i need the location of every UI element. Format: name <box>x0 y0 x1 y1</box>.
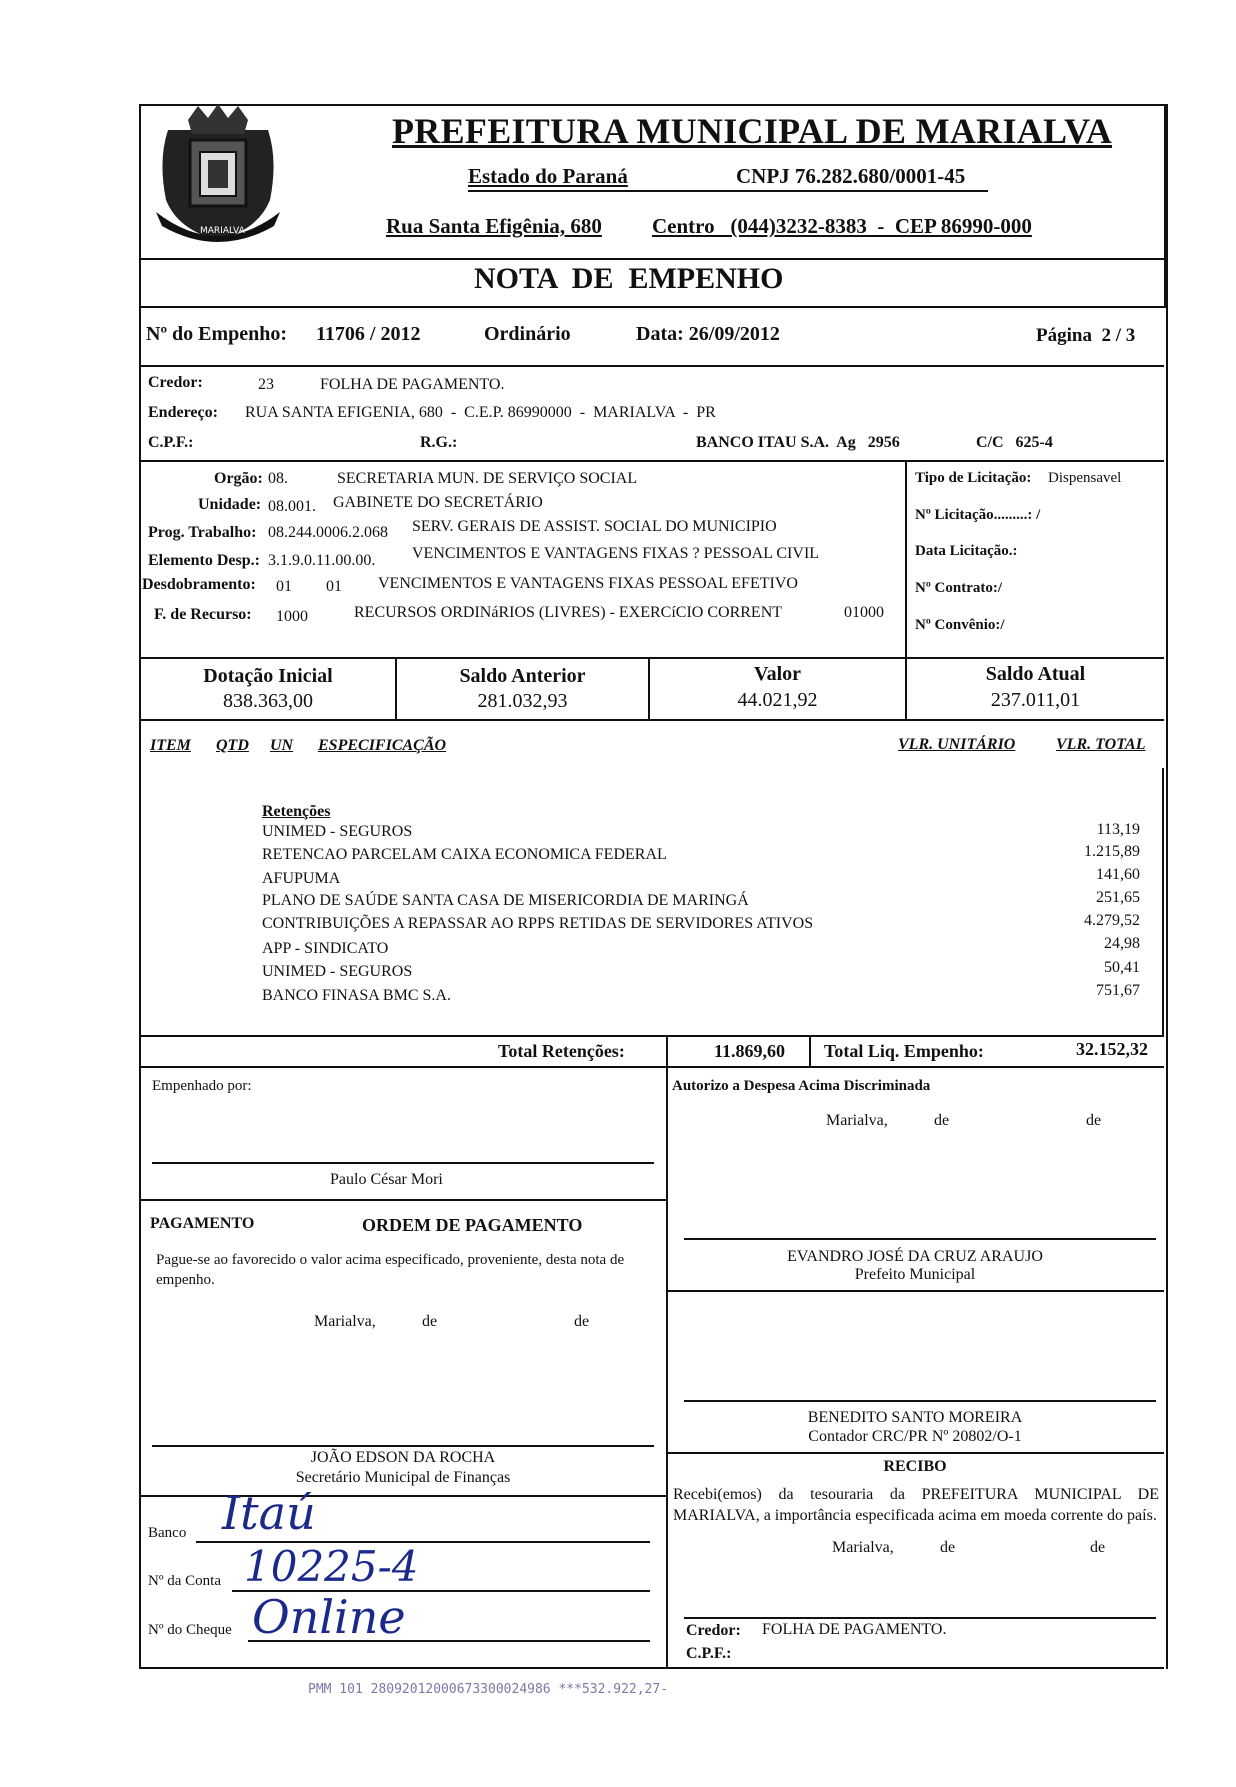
desdobramento-label: Desdobramento: <box>142 576 256 593</box>
empenho-type: Ordinário <box>484 323 571 345</box>
numero-convenio: Nº Convênio:/ <box>915 617 1005 633</box>
retencao-value: 24,98 <box>1104 935 1140 952</box>
retencao-value: 751,67 <box>1096 982 1140 999</box>
address: Rua Santa Efigênia, 680 <box>386 214 602 238</box>
saldo-anterior-value: 281.032,93 <box>477 690 568 712</box>
saldo-anterior-label: Saldo Anterior <box>459 665 586 687</box>
retencao-desc: UNIMED - SEGUROS <box>262 823 413 840</box>
empenho-number-label: Nº do Empenho: <box>146 323 288 345</box>
retencao-value: 251,65 <box>1096 889 1140 906</box>
credor-address: RUA SANTA EFIGENIA, 680 - C.E.P. 86990000 - MARIALVA - PR <box>245 404 716 421</box>
retencao-value: 1.215,89 <box>1084 843 1140 860</box>
pagamento-title: PAGAMENTO <box>150 1215 255 1232</box>
desdobramento-code-2: 01 <box>326 578 342 595</box>
retencao-value: 141,60 <box>1096 866 1140 883</box>
fonte-code: 1000 <box>276 608 308 625</box>
orgao-label: Orgão: <box>214 470 263 487</box>
dotacao-value: 838.363,00 <box>223 690 313 712</box>
retencao-desc: CONTRIBUIÇÕES A REPASSAR AO RPPS RETIDAS DE SERVIDORES ATIVOS <box>262 915 814 932</box>
retencao-value: 4.279,52 <box>1084 912 1140 929</box>
autorizo-text: Autorizo a Despesa Acima Discriminada <box>672 1078 931 1094</box>
orgao-name: SECRETARIA MUN. DE SERVIÇO SOCIAL <box>337 470 638 487</box>
recibo-text: Recebi(emos) da tesouraria da PREFEITURA MUNICIPAL DE MARIALVA, a importância especificada acima em moeda corrente do país. <box>673 1486 1159 1524</box>
conta-label: Nº da Conta <box>148 1573 221 1589</box>
elemento-label: Elemento Desp.: <box>148 552 260 569</box>
endereco-label: Endereço: <box>148 404 218 421</box>
retencao-desc: UNIMED - SEGUROS <box>262 963 413 980</box>
cheque-label: Nº do Cheque <box>148 1622 232 1638</box>
total-liquido-value: 32.152,32 <box>1076 1039 1148 1059</box>
retencao-desc: AFUPUMA <box>262 870 341 887</box>
valor-label: Valor <box>753 663 802 685</box>
pagamento-de-2: de <box>574 1313 590 1330</box>
credor-label: Credor: <box>148 374 203 391</box>
page-title: PREFEITURA MUNICIPAL DE MARIALVA <box>392 111 1113 151</box>
recibo-cpf-label: C.P.F.: <box>686 1645 732 1662</box>
elemento-code: 3.1.9.0.11.00.00. <box>268 552 376 569</box>
contador-title: Contador CRC/PR Nº 20802/O-1 <box>808 1428 1022 1445</box>
rg-label: R.G.: <box>420 434 458 451</box>
fonte-code-2: 01000 <box>844 604 884 621</box>
total-retencoes-label: Total Retenções: <box>498 1041 625 1061</box>
cheque-handwritten: Online <box>252 1590 406 1644</box>
empenhado-por-name: Paulo César Mori <box>330 1171 443 1188</box>
retencao-desc: PLANO DE SAÚDE SANTA CASA DE MISERICORDIA DE MARINGÁ <box>262 892 749 909</box>
data-licitacao: Data Licitação.: <box>915 543 1018 559</box>
valor-value: 44.021,92 <box>737 689 818 711</box>
svg-text:MARIALVA: MARIALVA <box>200 226 245 236</box>
desdobramento-code-1: 01 <box>276 578 292 595</box>
footer-code: PMM 101 28092012000673300024986 ***532.922,27- <box>308 1682 669 1697</box>
page-number: Página 2 / 3 <box>1036 325 1136 346</box>
recibo-de-1: de <box>940 1539 956 1556</box>
cpf-label: C.P.F.: <box>148 434 194 451</box>
prog-code: 08.244.0006.2.068 <box>268 524 388 541</box>
pagamento-de-1: de <box>422 1313 438 1330</box>
contador-name: BENEDITO SANTO MOREIRA <box>807 1409 1023 1426</box>
recibo-city: Marialva, <box>832 1539 894 1556</box>
phone-cep: Centro (044)3232-8383 - CEP 86990-000 <box>652 214 1032 238</box>
coat-of-arms-logo <box>148 100 288 252</box>
autorizo-de-1: de <box>934 1112 950 1129</box>
banco-handwritten: Itaú <box>222 1486 316 1540</box>
unidade-label: Unidade: <box>198 496 262 513</box>
retencao-value: 50,41 <box>1104 959 1140 976</box>
col-item: ITEM <box>150 737 191 754</box>
numero-licitacao: Nº Licitação.........: / <box>915 507 1041 523</box>
recibo-credor-label: Credor: <box>686 1622 741 1639</box>
total-liquido-label: Total Liq. Empenho: <box>824 1041 984 1061</box>
total-retencoes-value: 11.869,60 <box>714 1041 786 1061</box>
retencoes-title: Retenções <box>262 803 331 820</box>
credor-name: FOLHA DE PAGAMENTO. <box>320 376 505 393</box>
secretario-title: Secretário Municipal de Finanças <box>295 1469 511 1486</box>
saldo-atual-label: Saldo Atual <box>985 663 1086 685</box>
pague-se-text: Pague-se ao favorecido o valor acima especificado, proveniente, desta nota de empenho. <box>156 1252 625 1288</box>
autorizo-de-2: de <box>1086 1112 1102 1129</box>
retencao-value: 113,19 <box>1096 821 1140 838</box>
fonte-name: RECURSOS ORDINáRIOS (LIVRES) - EXERCíCIO CORRENT <box>354 604 783 621</box>
retencao-desc: APP - SINDICATO <box>262 940 389 957</box>
bank-info: BANCO ITAU S.A. Ag 2956 <box>696 434 900 451</box>
col-un: UN <box>270 737 294 754</box>
col-vlr-total: VLR. TOTAL <box>1056 736 1146 753</box>
fonte-label: F. de Recurso: <box>154 606 252 623</box>
state-name: Estado do Paraná <box>468 164 628 188</box>
dotacao-label: Dotação Inicial <box>203 665 333 687</box>
ordem-pagamento-title: ORDEM DE PAGAMENTO <box>362 1215 583 1235</box>
conta-handwritten: 10225-4 <box>244 1542 419 1591</box>
credor-code: 23 <box>258 376 274 393</box>
autorizo-city: Marialva, <box>826 1112 888 1129</box>
empenho-number: 11706 / 2012 <box>316 323 421 345</box>
numero-contrato: Nº Contrato:/ <box>915 580 1003 596</box>
cnpj: CNPJ 76.282.680/0001-45 <box>736 164 966 188</box>
retencao-desc: BANCO FINASA BMC S.A. <box>262 987 451 1004</box>
retencao-desc: RETENCAO PARCELAM CAIXA ECONOMICA FEDERAL <box>262 846 667 863</box>
elemento-name: VENCIMENTOS E VANTAGENS FIXAS ? PESSOAL CIVIL <box>412 545 820 562</box>
empenho-date: Data: 26/09/2012 <box>636 323 780 345</box>
unidade-name: GABINETE DO SECRETÁRIO <box>333 494 543 511</box>
recibo-title: RECIBO <box>883 1458 947 1475</box>
prefeito-title: Prefeito Municipal <box>854 1266 976 1283</box>
tipo-licitacao-value: Dispensavel <box>1048 470 1122 486</box>
orgao-code: 08. <box>268 470 288 487</box>
account-info: C/C 625-4 <box>976 434 1053 451</box>
pagamento-city: Marialva, <box>314 1313 376 1330</box>
saldo-atual-value: 237.011,01 <box>990 689 1081 711</box>
empenhado-por-label: Empenhado por: <box>152 1078 252 1094</box>
secretario-name: JOÃO EDSON DA ROCHA <box>310 1449 496 1466</box>
col-especificacao: ESPECIFICAÇÃO <box>318 737 447 754</box>
recibo-de-2: de <box>1090 1539 1106 1556</box>
prog-label: Prog. Trabalho: <box>148 524 257 541</box>
document-title: NOTA DE EMPENHO <box>474 262 784 295</box>
recibo-credor-name: FOLHA DE PAGAMENTO. <box>762 1621 947 1638</box>
col-qtd: QTD <box>216 737 249 754</box>
desdobramento-name: VENCIMENTOS E VANTAGENS FIXAS PESSOAL EFETIVO <box>378 575 798 592</box>
unidade-code: 08.001. <box>268 498 316 515</box>
tipo-licitacao-label: Tipo de Licitação: <box>915 470 1032 486</box>
prog-name: SERV. GERAIS DE ASSIST. SOCIAL DO MUNICIPIO <box>412 518 777 535</box>
banco-label: Banco <box>148 1525 187 1541</box>
prefeito-name: EVANDRO JOSÉ DA CRUZ ARAUJO <box>787 1248 1043 1265</box>
col-vlr-unitario: VLR. UNITÁRIO <box>898 736 1016 753</box>
